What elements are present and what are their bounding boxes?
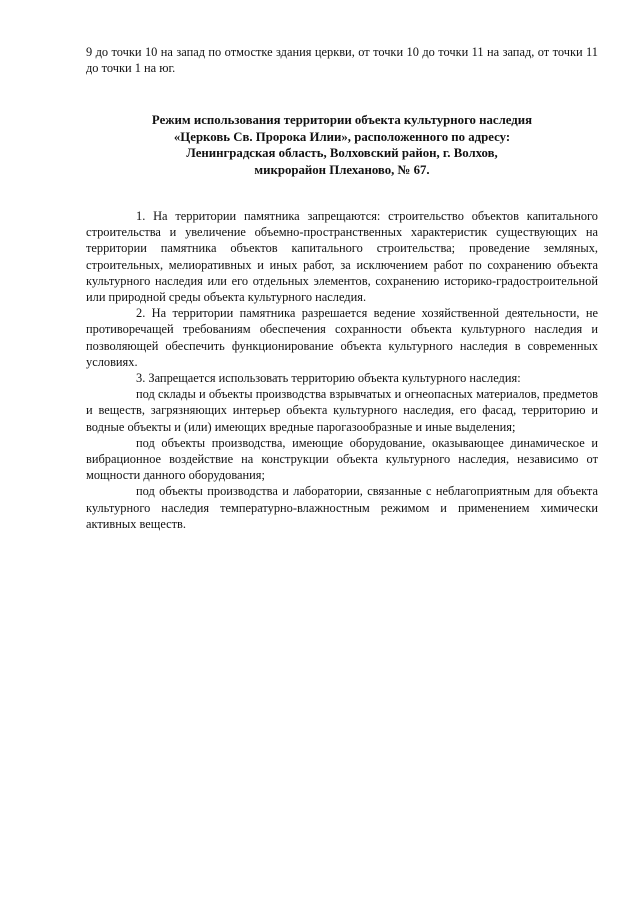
- document-page: [86, 44, 598, 532]
- heading-line-2: «Церковь Св. Пророка Илии», расположенного по адресу:: [173, 129, 511, 144]
- heading-line-4: микрорайон Плеханово, № 67.: [254, 162, 430, 177]
- section-heading: [86, 112, 598, 178]
- heading-line-3: Ленинградская область, Волховский район, г. Волхов,: [186, 146, 498, 161]
- paragraph-1: 1. На территории памятника запрещаются: строительство объектов капитального строительства и увеличение объемно-пространственных характеристик существующих на территории памятника объектов капитального строительства; проведение земляных, строительных, мелиоративных и иных работ, за исключением работ по сохранению объекта культурного наследия или его отдельных элементов, сохранению историко-градостроительной или природной среды объекта культурного наследия.: [86, 209, 598, 305]
- document-body: [86, 208, 598, 532]
- intro-text: 9 до точки 10 на запад по отмостке здания церкви, от точки 10 до точки 11 на запад, от точки 11 до точки 1 на юг.: [86, 45, 598, 76]
- paragraph-2: 2. На территории памятника разрешается ведение хозяйственной деятельности, не противоречащей требованиям обеспечения сохранности объекта культурного наследия и позволяющей обеспечить функционирование объекта культурного наследия в современных условиях.: [86, 306, 598, 369]
- list-item-vibration: под объекты производства, имеющие оборудование, оказывающее динамическое и вибрационное воздействие на конструкции объекта культурного наследия, независимо от мощности данного оборудования;: [86, 435, 598, 483]
- list-item-warehouses: под склады и объекты производства взрывчатых и огнеопасных материалов, предметов и веществ, загрязняющих интерьер объекта культурного наследия, его фасад, территорию и водные объекты и (или) имеющих вредные парогазообразные и иные выделения;: [86, 387, 598, 434]
- heading-line-1: Режим использования территории объекта культурного наследия: [151, 113, 533, 128]
- paragraph-3: 3. Запрещается использовать территорию объекта культурного наследия:: [136, 371, 521, 386]
- list-item-laboratories: под объекты производства и лаборатории, связанные с неблагоприятным для объекта культурного наследия температурно-влажностным режимом и применением химически активных веществ.: [86, 484, 598, 531]
